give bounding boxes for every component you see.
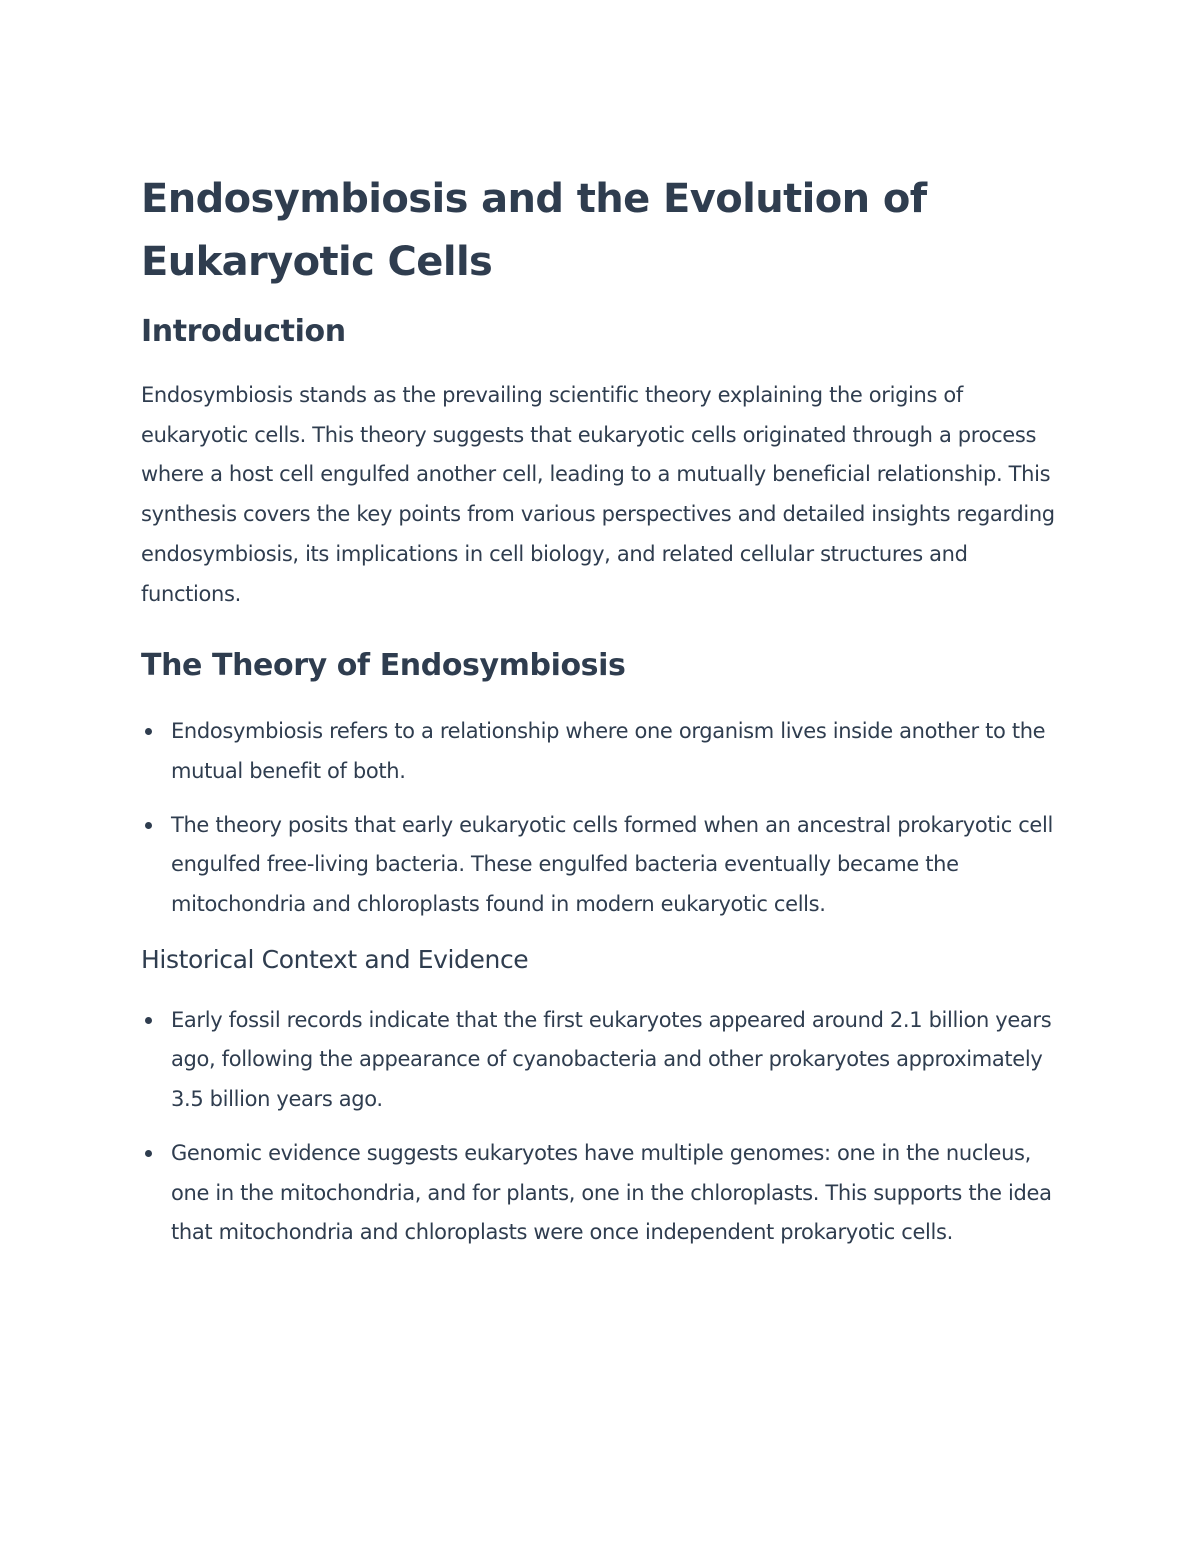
list-item-text: Genomic evidence suggests eukaryotes have multiple genomes: one in the nucleus, one in the mitochondria, and for plants, one in the chloroplasts. This supports the idea that mitochondria and chloroplasts were once independent prokaryotic cells. [171, 1140, 1052, 1245]
bullet-icon [145, 1017, 152, 1024]
bullet-icon [145, 1150, 152, 1157]
list-item [141, 1001, 1056, 1120]
bullet-icon [145, 822, 152, 829]
document-page [141, 168, 1056, 1253]
theory-bullet-list [141, 712, 1056, 925]
list-item [141, 1134, 1056, 1253]
list-item-text: Endosymbiosis refers to a relationship where one organism lives inside another to the mutual benefit of both. [171, 719, 1046, 783]
introduction-paragraph: Endosymbiosis stands as the prevailing scientific theory explaining the origins of eukaryotic cells. This theory suggests that eukaryotic cells originated through a process where a host cell engulfed another cell, leading to a mutually beneficial relationship. This synthesis covers the key points from various perspectives and detailed insights regarding endosymbiosis, its implications in cell biology, and related cellular structures and functions. [141, 383, 1055, 606]
history-heading: Historical Context and Evidence [141, 944, 529, 974]
list-item [141, 712, 1056, 791]
introduction-heading: Introduction [141, 314, 346, 349]
document-title: Endosymbiosis and the Evolution of Eukaryotic Cells [141, 176, 927, 285]
list-item [141, 806, 1056, 925]
bullet-icon [145, 728, 152, 735]
theory-heading: The Theory of Endosymbiosis [141, 648, 626, 684]
history-bullet-list [141, 1001, 1056, 1253]
list-item-text: Early fossil records indicate that the first eukaryotes appeared around 2.1 billion years ago, following the appearance of cyanobacteria and other prokaryotes approximately 3.5 billion years ago. [171, 1007, 1052, 1112]
list-item-text: The theory posits that early eukaryotic cells formed when an ancestral prokaryotic cell engulfed free-living bacteria. These engulfed bacteria eventually became the mitochondria and chloroplasts found in modern eukaryotic cells. [171, 812, 1053, 917]
